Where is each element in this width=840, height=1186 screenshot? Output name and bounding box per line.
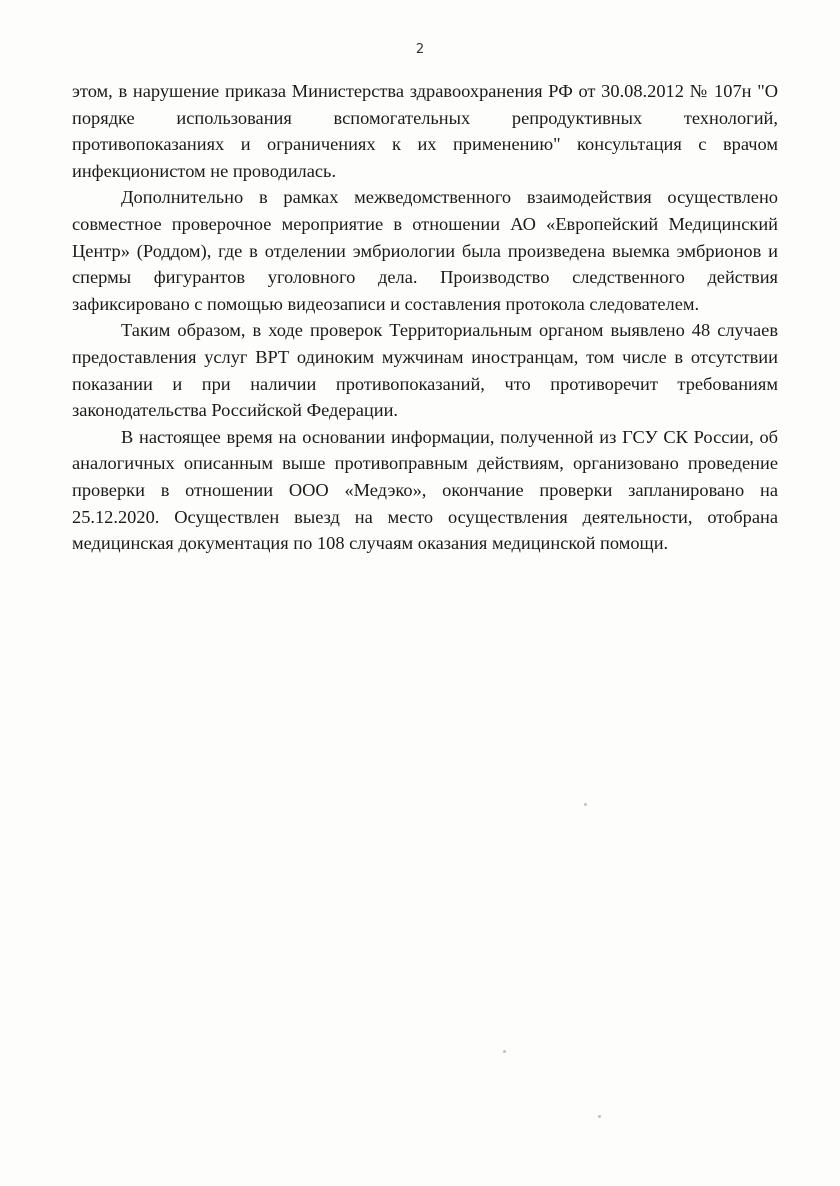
paragraph-continuation: этом, в нарушение приказа Министерства здравоохранения РФ от 30.08.2012 № 107н "О порядке использования вспомогательных репродуктивных технологий, противопоказаниях и ограничениях к их применению" консультация с врачом инфекционистом не проводилась. bbox=[72, 81, 778, 181]
page-number: 2 bbox=[415, 42, 425, 57]
document-body bbox=[72, 78, 778, 557]
scan-speck bbox=[598, 1115, 601, 1118]
paragraph-findings: Таким образом, в ходе проверок Территориальным органом выявлено 48 случаев предоставления услуг ВРТ одиноким мужчинам иностранцам, том числе в отсутствии показании и при наличии противопоказаний, что противоречит требованиям законодательства Российской Федерации. bbox=[72, 320, 778, 421]
paragraph-joint-inspection: Дополнительно в рамках межведомственного взаимодействия осуществлено совместное проверочное мероприятие в отношении АО «Европейский Медицинский Центр» (Роддом), где в отделении эмбриологии была произведена выемка эмбрионов и спермы фигурантов уголовного дела. Производство следственного действия зафиксировано с помощью видеозаписи и составления протокола следователем. bbox=[72, 187, 778, 314]
paragraph-current-inspection: В настоящее время на основании информации, полученной из ГСУ СК России, об аналогичных описанным выше противоправным действиям, организовано проведение проверки в отношении ООО «Медэко», окончание проверки запланировано на 25.12.2020. Осуществлен выезд на место осуществления деятельности, отобрана медицинская документация по 108 случаям оказания медицинской помощи. bbox=[72, 426, 778, 554]
scan-speck bbox=[503, 1050, 506, 1053]
scan-speck bbox=[584, 803, 587, 806]
